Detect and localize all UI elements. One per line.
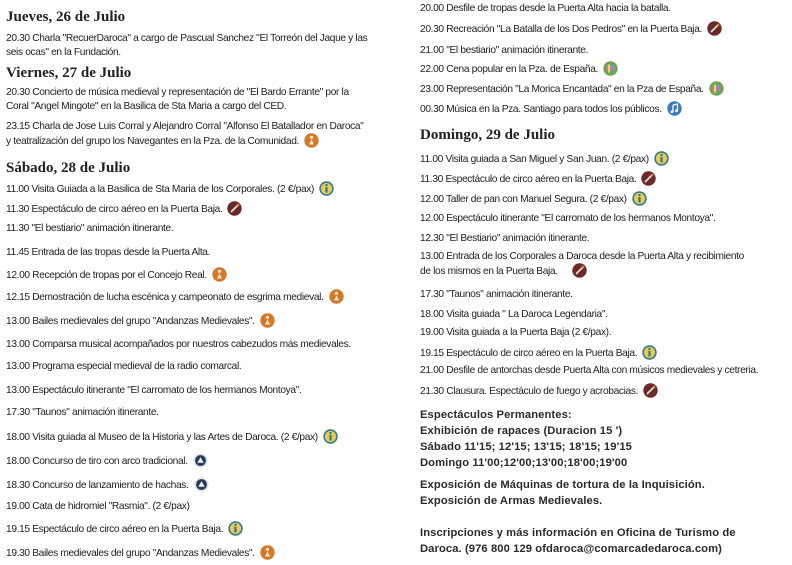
event-text: 11.45 Entrada de las tropas desde la Puerta Alta. bbox=[6, 247, 211, 258]
event-item bbox=[6, 478, 209, 493]
circus-icon bbox=[641, 171, 656, 186]
event-item bbox=[420, 152, 669, 167]
event-item bbox=[420, 308, 608, 322]
event-item bbox=[420, 82, 724, 97]
event-line: 23.15 Charla de Jose Luis Corral y Alejandro Corral "Alfonso El Batallador en Daroca" bbox=[6, 121, 364, 132]
people-icon bbox=[260, 313, 275, 328]
event-item bbox=[420, 364, 758, 378]
event-item bbox=[420, 212, 715, 226]
event-item bbox=[6, 182, 334, 197]
event-text: 17.30 "Taunos" animación itinerante. bbox=[6, 407, 159, 418]
event-line bbox=[6, 478, 209, 493]
event-text: 12.00 Espectáculo itinerante "El carromato de los hermanos Montoya". bbox=[420, 213, 716, 224]
event-item bbox=[420, 326, 611, 340]
info-icon bbox=[228, 521, 243, 536]
event-item bbox=[6, 314, 275, 329]
event-line bbox=[420, 172, 656, 187]
event-text: 00.30 Música en la Pza. Santiago para todos los públicos. bbox=[420, 104, 662, 116]
event-item bbox=[420, 346, 657, 361]
event-item bbox=[420, 172, 656, 187]
event-text: 11.30 Espectáculo de circo aéreo en la Puerta Baja. bbox=[6, 204, 223, 216]
event-item bbox=[420, 250, 744, 279]
event-line: Coral "Angel Mingote" en la Basilica de Sta Maria a cargo del CED. bbox=[6, 101, 287, 112]
event-line bbox=[420, 384, 658, 399]
archery-icon bbox=[193, 453, 208, 468]
event-text: 13.00 Bailes medievales del grupo "Andanzas Medievales". bbox=[6, 316, 255, 328]
exhibition-weapons: Exposición de Armas Medievales. bbox=[420, 495, 603, 507]
event-text: 21.00 Desfile de antorchas desde Puerta Alta con músicos medievales y cetreria. bbox=[420, 365, 759, 376]
permanent-shows-raptors: Exhibición de rapaces (Duracion 15 ') bbox=[420, 425, 623, 437]
event-item bbox=[6, 454, 208, 469]
event-text: 12.00 Taller de pan con Manuel Segura. (2 €/pax) bbox=[420, 194, 627, 206]
event-text: 13.00 Espectáculo itinerante "El carromato de los hermanos Montoya". bbox=[6, 385, 302, 396]
event-item bbox=[6, 202, 242, 217]
people-icon bbox=[260, 545, 275, 560]
event-text: 19.00 Visita guiada a la Puerta Baja (2 €/pax). bbox=[420, 327, 612, 338]
event-item bbox=[6, 222, 173, 236]
info-line-1: Inscripciones y más información en Oficina de Turismo de bbox=[420, 527, 736, 539]
event-text: 12.30 "El Bestiario" animación itinerante. bbox=[420, 233, 590, 244]
event-line bbox=[420, 364, 758, 378]
event-line bbox=[420, 62, 618, 77]
event-text: 19.15 Espectáculo de circo aéreo en la Puerta Baja. bbox=[420, 348, 638, 360]
event-item bbox=[6, 86, 349, 114]
exhibition-torture: Exposición de Máquinas de tortura de la Inquisición. bbox=[420, 479, 705, 491]
event-line bbox=[6, 182, 334, 197]
event-line bbox=[420, 2, 671, 16]
event-text: 13.00 Comparsa musical acompañados por nuestros cabezudos más medievales. bbox=[6, 339, 351, 350]
event-line bbox=[6, 134, 363, 149]
event-line bbox=[6, 454, 208, 469]
event-text: 17.30 "Taunos" animación itinerante. bbox=[420, 289, 573, 300]
circus-icon bbox=[227, 201, 242, 216]
event-line: 13.00 Entrada de los Corporales a Daroca desde la Puerta Alta y recibimiento bbox=[420, 251, 744, 262]
event-line: 20.30 Concierto de música medieval y representación de "El Bardo Errante" por la bbox=[6, 87, 349, 98]
event-line bbox=[420, 152, 669, 167]
event-line bbox=[420, 212, 715, 226]
event-item bbox=[6, 522, 243, 537]
event-line bbox=[420, 102, 682, 117]
event-text: 19.30 Bailes medievales del grupo "Andanzas Medievales". bbox=[6, 548, 255, 560]
event-item bbox=[420, 192, 647, 207]
info-icon bbox=[323, 429, 338, 444]
permanent-shows-title: Espectáculos Permanentes: bbox=[420, 409, 572, 421]
event-line bbox=[6, 202, 242, 217]
circus-icon bbox=[572, 263, 587, 278]
people-icon bbox=[212, 267, 227, 282]
people-icon bbox=[304, 133, 319, 148]
event-item bbox=[420, 102, 682, 117]
event-line bbox=[6, 546, 275, 561]
event-line bbox=[420, 192, 647, 207]
event-text: 22.00 Cena popular en la Pza. de España. bbox=[420, 64, 599, 76]
event-text: 20.30 Recreación "La Batalla de los Dos Pedros" en la Puerta Baja. bbox=[420, 24, 703, 36]
event-line bbox=[6, 314, 275, 329]
event-text: 18.00 Visita guiada al Museo de la Historia y las Artes de Daroca. (2 €/pax) bbox=[6, 432, 318, 444]
event-text: 18.30 Concurso de lanzamiento de hachas. bbox=[6, 480, 189, 492]
event-item bbox=[6, 430, 338, 445]
event-line bbox=[6, 360, 241, 374]
event-line bbox=[420, 44, 588, 58]
food-icon bbox=[709, 81, 724, 96]
event-text: 11.00 Visita Guiada a la Basilica de Sta Maria de los Corporales. (2 €/pax) bbox=[6, 184, 315, 196]
event-item bbox=[420, 44, 588, 58]
permanent-shows-saturday-times: Sábado 11'15; 12'15; 13'15; 18'15; 19'15 bbox=[420, 441, 632, 453]
info-icon bbox=[654, 151, 669, 166]
event-line bbox=[6, 406, 159, 420]
event-line bbox=[6, 500, 190, 514]
event-line bbox=[6, 268, 227, 283]
permanent-shows-sunday-times: Domingo 11'00;12'00;13'00;18'00;19'00 bbox=[420, 457, 628, 469]
people-icon bbox=[329, 289, 344, 304]
circus-icon bbox=[643, 383, 658, 398]
event-text: 11.30 Espectáculo de circo aéreo en la Puerta Baja. bbox=[420, 174, 637, 186]
event-item bbox=[6, 32, 367, 60]
event-item bbox=[6, 290, 344, 305]
event-line: seis ocas" en la Fundación. bbox=[6, 47, 121, 58]
archery-icon bbox=[194, 477, 209, 492]
event-text: 13.00 Programa especial medieval de la radio comarcal. bbox=[6, 361, 242, 372]
day-title-sabado: Sábado, 28 de Julio bbox=[6, 160, 131, 176]
event-item bbox=[420, 62, 618, 77]
event-line: 20.30 Charla "RecuerDaroca" a cargo de Pascual Sanchez "El Torreón del Jaque y las bbox=[6, 33, 368, 44]
event-text: 18.00 Visita guiada " La Daroca Legendaria". bbox=[420, 309, 608, 320]
event-text: 21.00 "El bestiario" animación itinerante. bbox=[420, 45, 589, 56]
info-line-2: Daroca. (976 800 129 ofdaroca@comarcadedaroca.com) bbox=[420, 543, 722, 555]
day-title-jueves: Jueves, 26 de Julio bbox=[6, 9, 126, 25]
event-line bbox=[420, 346, 657, 361]
event-line bbox=[6, 222, 173, 236]
event-text: y teatralización del grupo los Navegantes en la Pza. de la Comunidad. bbox=[6, 136, 299, 148]
event-text: 21.30 Clausura. Espectáculo de fuego y acrobacias. bbox=[420, 386, 639, 398]
circus-icon bbox=[707, 21, 722, 36]
music-icon bbox=[667, 101, 682, 116]
event-line bbox=[6, 290, 344, 305]
event-item bbox=[6, 246, 210, 260]
info-icon bbox=[632, 191, 647, 206]
event-text: 18.00 Concurso de tiro con arco tradicional. bbox=[6, 456, 188, 468]
event-line bbox=[6, 430, 338, 445]
event-text: de los mismos en la Puerta Baja. bbox=[420, 266, 558, 278]
event-item bbox=[6, 406, 159, 420]
event-line bbox=[420, 264, 744, 279]
event-item bbox=[420, 22, 722, 37]
day-title-viernes: Viernes, 27 de Julio bbox=[6, 65, 132, 81]
event-item bbox=[6, 360, 241, 374]
event-line bbox=[420, 308, 608, 322]
event-text: 19.15 Espectáculo de circo aéreo en la Puerta Baja. bbox=[6, 524, 224, 536]
event-line bbox=[6, 522, 243, 537]
event-line bbox=[420, 22, 722, 37]
event-text: 11.30 "El bestiario" animación itinerante. bbox=[6, 223, 174, 234]
event-item bbox=[420, 2, 671, 16]
event-line bbox=[6, 338, 351, 352]
event-item bbox=[6, 384, 301, 398]
event-text: 12.15 Demostración de lucha escénica y campeonato de esgrima medieval. bbox=[6, 292, 324, 304]
event-text: 20.00 Desfile de tropas desde la Puerta Alta hacia la batalla. bbox=[420, 3, 671, 14]
event-item bbox=[420, 232, 589, 246]
event-text: 12.00 Recepción de tropas por el Concejo Real. bbox=[6, 270, 207, 282]
info-icon bbox=[319, 181, 334, 196]
event-item bbox=[420, 384, 658, 399]
event-item bbox=[6, 546, 275, 561]
event-text: 23.00 Representación "La Morica Encantada" en la Pza de España. bbox=[420, 84, 704, 96]
day-title-domingo: Domingo, 29 de Julio bbox=[420, 127, 556, 143]
event-line bbox=[420, 82, 724, 97]
event-line bbox=[6, 246, 210, 260]
event-item bbox=[420, 288, 573, 302]
info-icon bbox=[642, 345, 657, 360]
event-item bbox=[6, 500, 190, 514]
event-item bbox=[6, 338, 351, 352]
event-text: 19.00 Cata de hidromiel "Rasmia". (2 €/pax) bbox=[6, 501, 190, 512]
event-line bbox=[420, 288, 573, 302]
food-icon bbox=[603, 61, 618, 76]
event-line bbox=[420, 232, 589, 246]
event-text: 11.00 Visita guiada a San Miguel y San Juan. (2 €/pax) bbox=[420, 154, 649, 166]
event-line bbox=[6, 384, 301, 398]
event-item bbox=[6, 120, 363, 149]
event-line bbox=[420, 326, 611, 340]
event-item bbox=[6, 268, 227, 283]
